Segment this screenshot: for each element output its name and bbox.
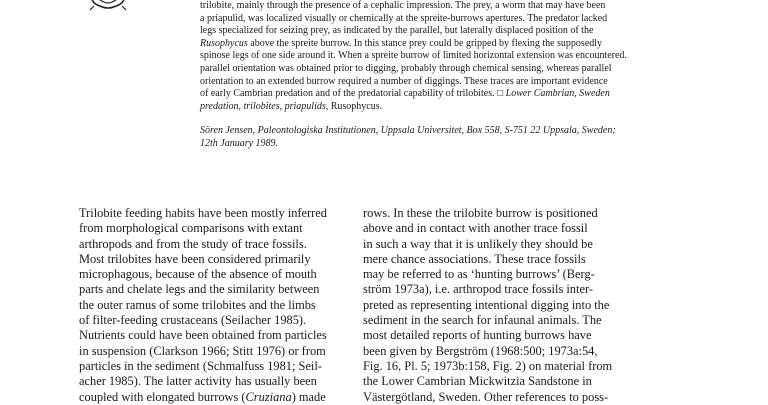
body-line: the outer ramus of some trilobites and the limbs — [79, 297, 316, 312]
body-line: may be referred to as ‘hunting burrows’ (Berg- — [363, 267, 595, 282]
address-line: Sören Jensen, Paleontologiska Institutionen, Uppsala Universitet, Box 558, S-751 22 Uppsala, Sweden; — [200, 125, 616, 136]
body-line: sediment in the search for infaunal animals. The — [363, 313, 602, 328]
abstract-line: trilobite, mainly through the presence of a cephalic impression. The prey, a worm that may have been — [200, 0, 606, 11]
author-address — [200, 125, 678, 150]
abstract-line: spinose legs of one side around it. When a spreite burrow of limited horizontal extension was encountered. — [200, 50, 627, 62]
body-line: coupled with elongated burrows (Cruziana) made — [79, 389, 326, 404]
body-line: most detailed reports of hunting burrows have — [363, 328, 592, 343]
body-column-right — [363, 206, 681, 405]
abstract-line — [200, 101, 678, 114]
address-date: 12th January 1989. — [200, 137, 279, 149]
body-line: ström 1973a), i.e. arthropod trace fossils inter- — [363, 282, 593, 297]
body-line: preted as representing intentional digging into the — [363, 297, 610, 312]
abstract — [200, 0, 678, 113]
abstract-line: a priapulid, was localized visually or chemically at the spreite-burrows apertures. The predator lacked — [200, 12, 608, 24]
body-line: particles in the sediment (Schmalfuss 1981; Seil- — [79, 358, 322, 373]
body-line: Fig. 16, Pl. 5; 1973b:158, Fig. 2) on material from — [363, 358, 613, 373]
body-line: Nutrients could have been obtained from particles — [79, 328, 327, 343]
abstract-line: orientation to an extended burrow required a number of diggings. These traces are important evidence — [200, 75, 608, 87]
body-line: acher 1985). The latter activity has usually been — [79, 374, 317, 389]
abstract-line: of early Cambrian predation and of the predatorial capability of trilobites. □ Lower Cambrian, Sweden — [200, 88, 610, 100]
abstract-line: Rusophycus above the spreite burrow. In this stance prey could be gripped by flexing the supposedly — [200, 37, 603, 49]
body-line: of filter-feeding crustaceans (Seilacher 1985). — [79, 313, 307, 328]
body-line: Västergötland, Sweden. Other references to poss- — [363, 389, 609, 404]
body-line: Trilobite feeding habits have been mostly inferred — [79, 206, 327, 220]
abstract-line: legs specialized for seizing prey, as indicated by the parallel, but laterally displaced position of the — [200, 25, 594, 37]
keywords: Rusophycus. — [330, 100, 383, 112]
body-line: Most trilobites have been considered primarily — [79, 251, 311, 266]
abstract-line: parallel orientation was obtained prior to digging, probably through chemical sensing, whereas parallel — [200, 62, 612, 74]
body-line: parts and chelate legs and the similarity between — [79, 282, 320, 297]
journal-emblem-icon — [88, 0, 128, 14]
body-column-left — [79, 206, 397, 405]
keywords: predation, trilobites, priapulids, — [200, 100, 331, 112]
body-line: above and in contact with another trace fossil — [363, 221, 588, 236]
body-line: been given by Bergström (1968:500; 1973a:54, — [363, 343, 598, 358]
genus-term: Cruziana — [245, 389, 292, 404]
body-line: from morphological comparisons with extant — [79, 221, 303, 236]
body-line: rows. In these the trilobite burrow is positioned — [363, 206, 598, 220]
body-line: in such a way that it is unlikely they should be — [363, 236, 593, 251]
body-line: microphagous, because of the absence of mouth — [79, 267, 317, 282]
body-line: the Lower Cambrian Mickwitzia Sandstone in — [363, 374, 592, 389]
keywords: Lower Cambrian, Sweden — [503, 88, 610, 100]
body-line: arthropods and from the study of trace fossils. — [79, 236, 307, 251]
body-line: mere chance associations. These trace fossils — [363, 251, 586, 266]
body-line: in suspension (Clarkson 1966; Stitt 1976) or from — [79, 343, 326, 358]
genus-term: Rusophycus — [200, 37, 248, 49]
keyword-marker: □ — [497, 88, 504, 100]
